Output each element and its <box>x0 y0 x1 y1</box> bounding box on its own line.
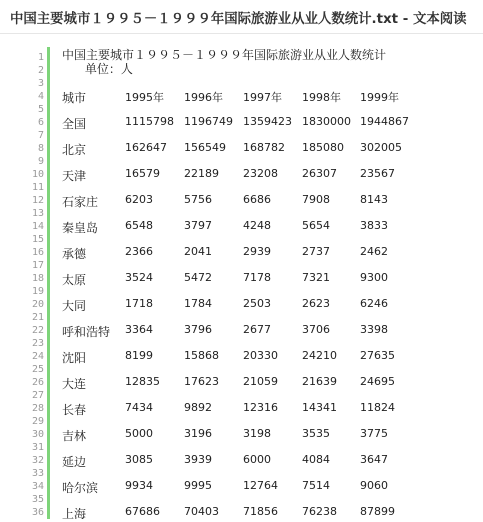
line-number: 20 <box>31 299 44 310</box>
table-row-value: 2737 <box>302 245 330 258</box>
table-row-value: 11824 <box>360 401 395 414</box>
line-number: 22 <box>31 325 44 336</box>
table-row-value: 7908 <box>302 193 330 206</box>
table-row-value: 3833 <box>360 219 388 232</box>
line-number: 31 <box>31 442 44 453</box>
table-row-value: 7514 <box>302 479 330 492</box>
table-row-value: 9934 <box>125 479 153 492</box>
table-row-value: 67686 <box>125 505 160 518</box>
line-number: 1 <box>37 52 44 63</box>
table-row-value: 7321 <box>302 271 330 284</box>
table-row-value: 2623 <box>302 297 330 310</box>
table-row-value: 6686 <box>243 193 271 206</box>
table-row-value: 2503 <box>243 297 271 310</box>
line-number: 5 <box>37 104 44 115</box>
document-unit-line: 单位：人 <box>62 62 133 76</box>
line-number: 2 <box>37 65 44 76</box>
line-number: 14 <box>31 221 44 232</box>
line-number: 12 <box>31 195 44 206</box>
line-number: 19 <box>31 286 44 297</box>
table-row-value: 3535 <box>302 427 330 440</box>
line-number: 15 <box>31 234 44 245</box>
table-row-value: 4084 <box>302 453 330 466</box>
table-row-city: 秦皇岛 <box>62 221 99 235</box>
line-number: 10 <box>31 169 44 180</box>
table-row-value: 3775 <box>360 427 388 440</box>
table-row-value: 2041 <box>184 245 212 258</box>
table-row-value: 12764 <box>243 479 278 492</box>
table-row-city: 吉林 <box>62 429 87 443</box>
table-row-value: 16579 <box>125 167 160 180</box>
table-row-value: 26307 <box>302 167 337 180</box>
line-number: 21 <box>31 312 44 323</box>
table-row-value: 3198 <box>243 427 271 440</box>
table-row-value: 70403 <box>184 505 219 518</box>
line-number: 3 <box>37 78 44 89</box>
table-row-value: 3524 <box>125 271 153 284</box>
table-row-value: 2939 <box>243 245 271 258</box>
line-number: 29 <box>31 416 44 427</box>
table-row-city: 呼和浩特 <box>62 325 111 339</box>
table-row-value: 3196 <box>184 427 212 440</box>
line-number: 17 <box>31 260 44 271</box>
table-row-city: 石家庄 <box>62 195 99 209</box>
table-row-value: 5472 <box>184 271 212 284</box>
line-number: 9 <box>37 156 44 167</box>
table-row-city: 全国 <box>62 117 87 131</box>
table-row-value: 168782 <box>243 141 285 154</box>
table-row-city: 沈阳 <box>62 351 87 365</box>
line-number: 35 <box>31 494 44 505</box>
table-row-value: 9995 <box>184 479 212 492</box>
table-row-value: 3706 <box>302 323 330 336</box>
table-row-value: 162647 <box>125 141 167 154</box>
table-row-value: 2677 <box>243 323 271 336</box>
table-row-value: 302005 <box>360 141 402 154</box>
window-titlebar <box>0 0 483 34</box>
table-row-value: 3797 <box>184 219 212 232</box>
table-row-value: 7178 <box>243 271 271 284</box>
table-row-value: 5756 <box>184 193 212 206</box>
table-row-value: 3939 <box>184 453 212 466</box>
table-row-value: 24210 <box>302 349 337 362</box>
table-row-value: 1196749 <box>184 115 233 128</box>
column-header-value: 1998年 <box>302 91 341 104</box>
column-header-value: 1997年 <box>243 91 282 104</box>
table-row-value: 21059 <box>243 375 278 388</box>
line-number: 34 <box>31 481 44 492</box>
column-header-value: 1996年 <box>184 91 223 104</box>
table-row-city: 哈尔滨 <box>62 481 99 495</box>
line-number: 16 <box>31 247 44 258</box>
table-row-value: 76238 <box>302 505 337 518</box>
table-row-value: 1359423 <box>243 115 292 128</box>
table-row-value: 3398 <box>360 323 388 336</box>
table-row-value: 8143 <box>360 193 388 206</box>
line-number: 36 <box>31 507 44 518</box>
table-row-value: 12316 <box>243 401 278 414</box>
table-row-value: 4248 <box>243 219 271 232</box>
line-number: 25 <box>31 364 44 375</box>
table-row-value: 24695 <box>360 375 395 388</box>
line-number: 32 <box>31 455 44 466</box>
line-number: 8 <box>37 143 44 154</box>
table-row-value: 6000 <box>243 453 271 466</box>
line-number: 6 <box>37 117 44 128</box>
line-number: 7 <box>37 130 44 141</box>
table-row-value: 71856 <box>243 505 278 518</box>
gutter-change-bar <box>47 47 50 519</box>
table-row-value: 3796 <box>184 323 212 336</box>
table-row-city: 北京 <box>62 143 87 157</box>
table-row-city: 太原 <box>62 273 87 287</box>
table-row-city: 大同 <box>62 299 87 313</box>
table-row-value: 1718 <box>125 297 153 310</box>
column-header-value: 1999年 <box>360 91 399 104</box>
table-row-value: 9060 <box>360 479 388 492</box>
table-row-value: 6246 <box>360 297 388 310</box>
table-row-value: 23567 <box>360 167 395 180</box>
table-row-value: 2462 <box>360 245 388 258</box>
column-header-value: 1995年 <box>125 91 164 104</box>
table-row-value: 21639 <box>302 375 337 388</box>
line-number: 11 <box>31 182 44 193</box>
table-row-value: 185080 <box>302 141 344 154</box>
table-row-value: 2366 <box>125 245 153 258</box>
table-row-value: 1830000 <box>302 115 351 128</box>
table-row-value: 9300 <box>360 271 388 284</box>
line-number: 4 <box>37 91 44 102</box>
table-row-value: 14341 <box>302 401 337 414</box>
table-row-value: 9892 <box>184 401 212 414</box>
table-row-value: 1115798 <box>125 115 174 128</box>
line-number: 27 <box>31 390 44 401</box>
line-number-gutter <box>0 38 44 518</box>
table-row-city: 天津 <box>62 169 87 183</box>
table-row-value: 156549 <box>184 141 226 154</box>
table-row-value: 6203 <box>125 193 153 206</box>
table-row-value: 12835 <box>125 375 160 388</box>
table-row-value: 5654 <box>302 219 330 232</box>
document-heading: 中国主要城市１９９５－１９９９年国际旅游业从业人数统计 <box>62 48 387 62</box>
table-row-value: 5000 <box>125 427 153 440</box>
line-number: 28 <box>31 403 44 414</box>
table-row-value: 22189 <box>184 167 219 180</box>
text-viewer[interactable] <box>0 38 483 521</box>
line-number: 30 <box>31 429 44 440</box>
document-content <box>62 38 483 521</box>
line-number: 23 <box>31 338 44 349</box>
table-row-value: 6548 <box>125 219 153 232</box>
table-row-city: 承德 <box>62 247 87 261</box>
table-row-value: 87899 <box>360 505 395 518</box>
table-row-value: 3085 <box>125 453 153 466</box>
table-row-city: 上海 <box>62 507 87 521</box>
table-row-city: 大连 <box>62 377 87 391</box>
table-row-value: 23208 <box>243 167 278 180</box>
line-number: 33 <box>31 468 44 479</box>
line-number: 18 <box>31 273 44 284</box>
column-header-city: 城市 <box>62 91 87 105</box>
line-number: 24 <box>31 351 44 362</box>
table-row-city: 长春 <box>62 403 87 417</box>
table-row-value: 27635 <box>360 349 395 362</box>
table-row-value: 8199 <box>125 349 153 362</box>
table-row-value: 1784 <box>184 297 212 310</box>
table-row-value: 20330 <box>243 349 278 362</box>
table-row-value: 3647 <box>360 453 388 466</box>
table-row-value: 15868 <box>184 349 219 362</box>
line-number: 26 <box>31 377 44 388</box>
table-row-value: 7434 <box>125 401 153 414</box>
line-number: 13 <box>31 208 44 219</box>
table-row-value: 1944867 <box>360 115 409 128</box>
table-row-value: 3364 <box>125 323 153 336</box>
table-row-value: 17623 <box>184 375 219 388</box>
window-title: 中国主要城市１９９５－１９９９年国际旅游业从业人数统计.txt - 文本阅读 <box>10 12 467 27</box>
table-row-city: 延边 <box>62 455 87 469</box>
